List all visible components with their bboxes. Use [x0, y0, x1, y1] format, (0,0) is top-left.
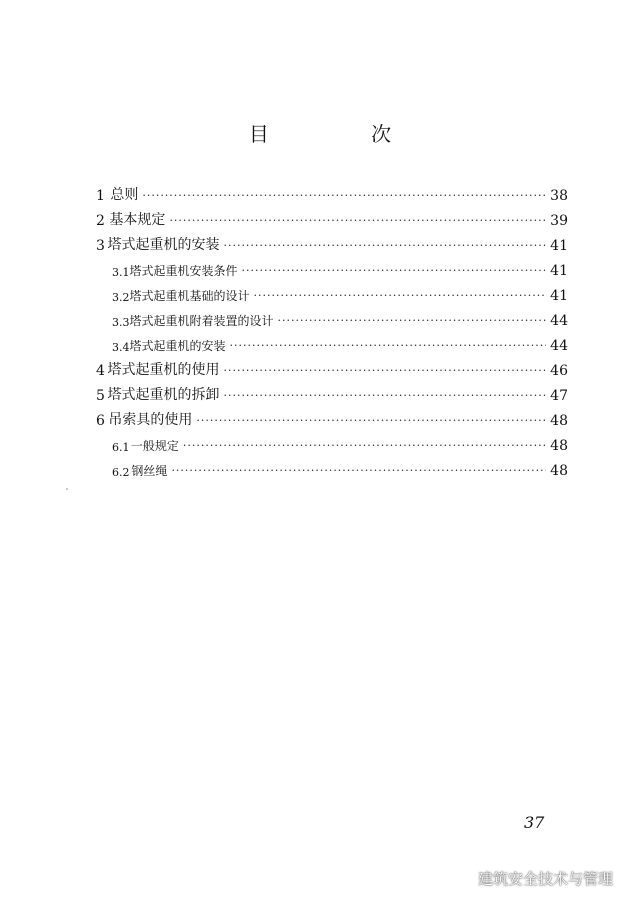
toc-entry-number: 1 [96, 188, 105, 204]
toc-entry-title: 塔式起重机的安装 [107, 237, 220, 253]
toc-leader-dots [278, 315, 547, 329]
wechat-icon [452, 870, 474, 888]
toc-entry-4[interactable] [90, 354, 568, 379]
toc-entry-page: 38 [550, 188, 568, 204]
toc-entry-number: 4 [96, 363, 105, 379]
toc-entry-title: 塔式起重机基础的设计 [129, 289, 250, 303]
toc-entry-number: 2 [96, 213, 105, 229]
toc-entry-page: 47 [550, 388, 568, 404]
toc-entry-3-2[interactable] [90, 279, 568, 304]
toc-entry-6[interactable] [90, 404, 568, 429]
toc-leader-dots [254, 290, 547, 304]
toc-entry-page: 48 [550, 463, 568, 479]
toc-entry-title: 一般规定 [130, 439, 179, 453]
toc-entry-number: 3.1 [112, 266, 130, 279]
toc-leader-dots [242, 265, 547, 279]
toc-leader-dots [169, 215, 546, 229]
watermark [452, 868, 613, 889]
toc-leader-dots [223, 390, 546, 404]
toc-entry-title: 总则 [110, 187, 139, 203]
toc-entry-number: 3.4 [112, 341, 130, 354]
toc-entry-title: 塔式起重机安装条件 [129, 264, 238, 278]
toc-entry-page: 44 [550, 313, 568, 329]
toc-entry-page: 48 [550, 438, 568, 454]
toc-entry-title: 钢丝绳 [131, 464, 168, 478]
toc-entry-title: 吊索具的使用 [108, 412, 193, 428]
toc-entry-3-1[interactable] [90, 254, 568, 279]
toc-entry-2[interactable] [90, 204, 568, 229]
toc-leader-dots [230, 340, 547, 354]
toc-entry-page: 41 [550, 263, 568, 279]
toc-entry-3-4[interactable] [90, 329, 568, 354]
page-number: 37 [524, 813, 545, 832]
toc-leader-dots [196, 415, 546, 429]
page-title: 目 次 [248, 122, 440, 146]
toc-leader-dots [142, 190, 546, 204]
table-of-contents [90, 179, 568, 479]
toc-entry-title: 塔式起重机的使用 [107, 362, 220, 378]
toc-entry-page: 44 [550, 338, 568, 354]
toc-entry-title: 塔式起重机的安装 [129, 339, 226, 353]
toc-entry-number: 6.1 [112, 441, 130, 454]
toc-entry-number: 6.2 [112, 466, 130, 479]
toc-entry-number: 6 [96, 413, 105, 429]
toc-entry-number: 3 [96, 238, 105, 254]
watermark-text: 建筑安全技术与管理 [478, 870, 614, 888]
toc-entry-title: 基本规定 [109, 212, 166, 228]
toc-entry-title: 塔式起重机附着装置的设计 [129, 314, 274, 328]
scan-speck [66, 488, 68, 490]
toc-entry-page: 41 [550, 288, 568, 304]
toc-entry-page: 41 [550, 238, 568, 254]
toc-entry-page: 48 [550, 413, 568, 429]
toc-entry-6-1[interactable] [90, 429, 568, 454]
toc-entry-3-3[interactable] [90, 304, 568, 329]
toc-leader-dots [171, 465, 546, 479]
toc-entry-title: 塔式起重机的拆卸 [107, 387, 220, 403]
toc-entry-3[interactable] [90, 229, 568, 254]
toc-entry-page: 46 [550, 363, 568, 379]
toc-leader-dots [223, 240, 546, 254]
toc-entry-number: 3.3 [112, 316, 130, 329]
toc-entry-6-2[interactable] [90, 454, 568, 479]
toc-entry-1[interactable] [90, 179, 568, 204]
toc-leader-dots [183, 440, 546, 454]
toc-entry-number: 3.2 [112, 291, 130, 304]
toc-entry-5[interactable] [90, 379, 568, 404]
toc-entry-number: 5 [96, 388, 105, 404]
toc-leader-dots [223, 365, 546, 379]
toc-entry-page: 39 [550, 213, 568, 229]
